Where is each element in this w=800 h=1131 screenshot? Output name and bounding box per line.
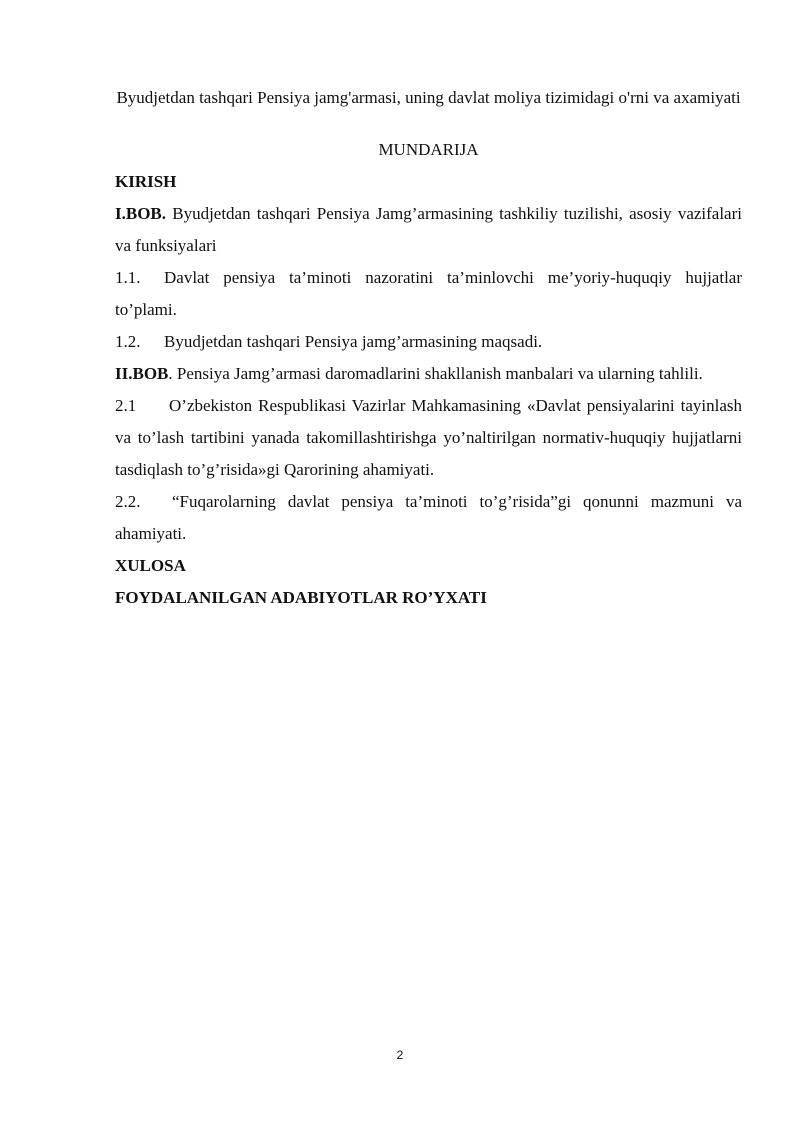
chapter-2-text: . Pensiya Jamg’armasi daromadlarini shakllanish manbalari va ularning tahlili. <box>168 364 703 383</box>
item-2-1-number: 2.1 <box>115 396 137 415</box>
item-2-1-text: O’zbekiston Respublikasi Vazirlar Mahkamasining «Davlat pensiyalarini tayinlash va to’lash tartibini yanada takomillashtirishga yo’naltirilgan normativ-huquqiy hujjatlarni tasdiqlash to’g’risida»gi Qarorining ahamiyati. <box>115 396 742 479</box>
item-1-1-text: Davlat pensiya ta’minoti nazoratini ta’minlovchi me’yoriy-huquqiy hujjatlar to’plami. <box>115 268 742 319</box>
toc-intro: KIRISH <box>115 172 177 191</box>
toc-item-2-1 <box>115 390 742 486</box>
toc-chapter-2 <box>115 358 742 390</box>
chapter-1-label: I.BOB. <box>115 204 167 223</box>
toc-item-2-2 <box>115 486 742 550</box>
toc-conclusion: XULOSA <box>115 556 186 575</box>
document-page <box>115 82 742 614</box>
toc-chapter-1 <box>115 198 742 262</box>
item-1-1-number: 1.1. <box>115 268 141 287</box>
toc-item-1-2 <box>115 326 742 358</box>
item-1-2-text: Byudjetdan tashqari Pensiya jamg’armasining maqsadi. <box>164 332 543 351</box>
contents-heading: MUNDARIJA <box>378 140 479 159</box>
chapter-1-text: Byudjetdan tashqari Pensiya Jamg’armasining tashkiliy tuzilishi, asosiy vazifalari va funksiyalari <box>115 204 742 255</box>
toc-item-1-1 <box>115 262 742 326</box>
chapter-2-label: II.BOB <box>115 364 169 383</box>
item-2-2-text: “Fuqarolarning davlat pensiya ta’minoti to’g’risida”gi qonunni mazmuni va ahamiyati. <box>115 492 742 543</box>
item-2-2-number: 2.2. <box>115 492 141 511</box>
toc-references: FOYDALANILGAN ADABIYOTLAR RO’YXATI <box>115 588 487 607</box>
page-number: 2 <box>396 1048 404 1062</box>
item-1-2-number: 1.2. <box>115 332 141 351</box>
document-title: Byudjetdan tashqari Pensiya jamg'armasi, uning davlat moliya tizimidagi o'rni va axamiyati <box>116 88 741 107</box>
table-of-contents <box>115 166 742 614</box>
